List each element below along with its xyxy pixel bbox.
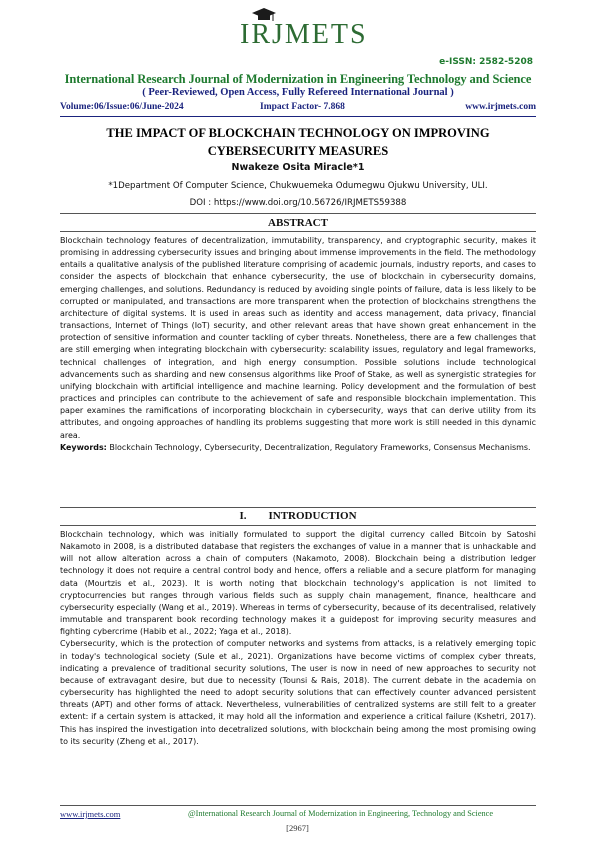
doi-link[interactable]: DOI : https://www.doi.org/10.56726/IRJMETS59388: [189, 198, 407, 208]
abstract-body: [60, 235, 536, 454]
header-divider: [60, 116, 536, 117]
intro-paragraph-1: Blockchain technology, which was initially formulated to support the digital currency called Bitcoin by Satoshi Nakamoto in 2008, is a distributed database that registers the exchanges of value in a manner that is unhackable and will not allow alteration across a chain of computers (Nakamoto, 2008). Blockchain being a distribution ledger technology it does not require a central control body and hence, offers a reliable and a secure platform for managing data (Mourtzis et al., 2023). It is worth noting that blockchain technology's application is not limited to cryptocurrencies but ranges through various fields such as supply chain management, finance, healthcare and cybersecurity especially (Wang et al., 2019). Whereas in terms of cybersecurity, because of its decentralised, relatively immutable and transparent book recording technology makes it a guidepost for improving security measures and fighting cybercrime (Habib et al., 2022; Yaga et al., 2018).: [60, 530, 536, 637]
footer-rule: [60, 805, 536, 806]
paper-title-line2: CYBERSECURITY MEASURES: [207, 144, 389, 158]
abstract-top-rule: [60, 213, 536, 214]
paper-title: [60, 124, 536, 160]
abstract-bottom-rule: [60, 231, 536, 232]
intro-bottom-rule: [60, 525, 536, 526]
intro-top-rule: [60, 507, 536, 508]
peer-review-note: ( Peer-Reviewed, Open Access, Fully Refereed International Journal ): [142, 87, 454, 98]
volume-issue: Volume:06/Issue:06/June-2024: [60, 102, 184, 112]
keywords-label: Keywords:: [60, 442, 107, 452]
introduction-heading: I. INTRODUCTION: [239, 510, 357, 522]
journal-logo: [0, 6, 595, 54]
paper-title-line1: THE IMPACT OF BLOCKCHAIN TECHNOLOGY ON IMPROVING: [106, 126, 490, 140]
impact-factor: Impact Factor- 7.868: [260, 102, 345, 112]
website-link[interactable]: www.irjmets.com: [465, 102, 536, 112]
logo-wordmark: IRJMETS: [240, 19, 368, 50]
intro-paragraph-2: Cybersecurity, which is the protection of computer networks and systems from attacks, is a relatively emerging topic in today's technological society (Sule et al., 2021). Organizations have become victims of complex cyber threats, indicating a prevalence of traditional security solutions, The user is now in need of new approaches to security not because of extravagant desire, but due to necessity (Tounsi & Rais, 2018). The current debate in the academia on cybersecurity has highlighted the need to adopt security solutions that can effectively counter advanced persistent threats (APT) and other forms of attack. Nevertheless, vulnerabilities of centralized systems are still felt to a greater extent: if a certain system is attacked, it may hold all the information and experience a critical failure (Kshetri, 2017). This has inspired the investigation into decetralized solutions, with blockchain being among the most promising owing to its security (Zheng et al., 2017).: [60, 639, 536, 746]
introduction-body: [60, 529, 536, 748]
footer-website-link[interactable]: www.irjmets.com: [60, 809, 121, 819]
eissn-label: e-ISSN: 2582-5208: [439, 57, 533, 67]
keywords: [60, 442, 536, 454]
footer-copyright: @International Research Journal of Modernization in Engineering, Technology and Science: [188, 809, 494, 818]
abstract-text: Blockchain technology features of decentralization, immutability, transparency, and cryptographic security, makes it promising in addressing cybersecurity issues and bringing about immense improvements in the field. The methodology entails a qualitative analysis of the published literature comprising of academic journals, industry reports, and cases to consider the aspects of blockchain that enhance cybersecurity, the use of blockchain in cybersecurity domains, emerging challenges, and solutions. Redundancy is reduced by avoiding single points of failure, data is less likely to be corrupted or manipulated, and transactions are more transparent when the protection of blockchains strengthens the architecture of digital systems. It is used in areas such as identity and access management, data privacy, financial transactions, Internet of Things (IoT) security, and other relevant areas that have shown great enhancement in the protection of sensitive information and counter tackling of cyber threats. Nonetheless, there are a few challenges that are still emerging when integrating blockchain with cybersecurity: scalability issues, regulatory and legal frameworks, technical challenges of integration, and high energy consumption. Possible solutions include technological advancements such as sharding and new consensus algorithms like Proof of Stake, as well as synergistic strategies for unifying blockchain with artificial intelligence and machine learning. Policy development and the formulation of best practices and principles can contribute to the achievement of safe and responsible blockchain implementation. This paper examines the ramifications of incorporating blockchain in cybersecurity, ways that can derive utility from its attributes, and ongoing approaches of handling its problems suggesting that more work is still needed in this dynamic area.: [60, 236, 536, 440]
author-affiliation: *1Department Of Computer Science, Chukwuemeka Odumegwu Ojukwu University, ULI.: [108, 181, 488, 191]
abstract-heading: ABSTRACT: [268, 217, 328, 229]
journal-name: International Research Journal of Modernization in Engineering Technology and Science: [64, 72, 532, 86]
author-name: Nwakeze Osita Miracle*1: [231, 162, 365, 173]
keywords-list: Blockchain Technology, Cybersecurity, Decentralization, Regulatory Frameworks, Consensus Mechanisms.: [109, 442, 531, 452]
page-number: [2967]: [286, 823, 309, 833]
